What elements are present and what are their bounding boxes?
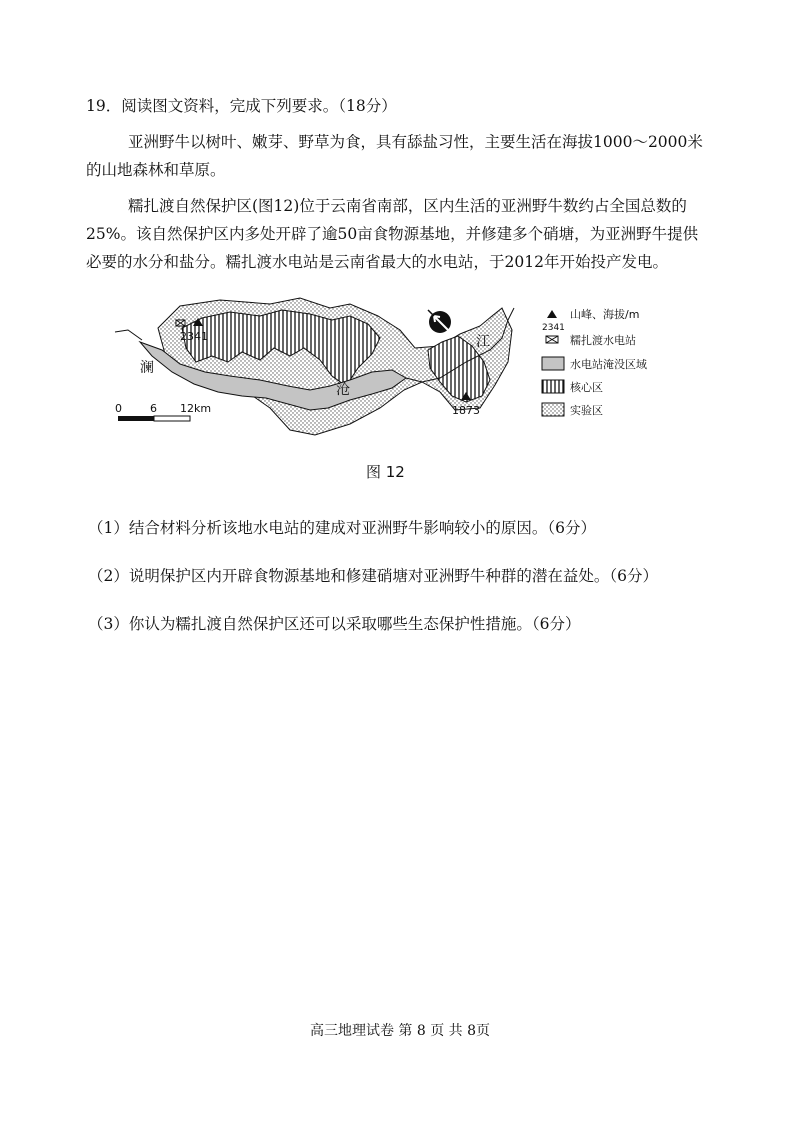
paragraph-2-line-1: 糯扎渡自然保护区(图12)位于云南省南部，区内生活的亚洲野牛数约占全国总数的 bbox=[128, 197, 687, 215]
scale-bar bbox=[115, 402, 211, 421]
scale-label-end: 12km bbox=[180, 402, 212, 415]
river-label-lan: 澜 bbox=[140, 360, 154, 376]
north-arrow-icon bbox=[428, 310, 451, 333]
paragraph-2-line-3: 必要的水分和盐分。糯扎渡水电站是云南省最大的水电站，于2012年开始投产发电。 bbox=[86, 253, 668, 271]
page-footer: 高三地理试卷 第 8 页 共 8页 bbox=[309, 1023, 491, 1039]
paragraph-1-line-1: 亚洲野牛以树叶、嫩芽、野草为食，具有舔盐习性，主要生活在海拔1000～2000米 bbox=[128, 133, 703, 151]
river-label-cang: 沧 bbox=[336, 382, 350, 398]
legend-station-label: 糯扎渡水电站 bbox=[570, 334, 636, 347]
paragraph-2-line-2: 25%。该自然保护区内多处开辟了逾50亩食物源基地，并修建多个硝塘，为亚洲野牛提供 bbox=[86, 225, 699, 243]
river-label-jiang: 江 bbox=[476, 334, 490, 350]
legend-flooded-swatch bbox=[542, 357, 564, 370]
legend-peak-label: 山峰、海拔/m bbox=[570, 308, 640, 321]
peak-elevation-right: 1873 bbox=[452, 404, 480, 417]
scale-label-mid: 6 bbox=[150, 402, 157, 415]
legend bbox=[542, 307, 647, 417]
paragraph-1-line-2: 的山地森林和草原。 bbox=[86, 161, 226, 179]
figure-caption: 图 12 bbox=[366, 463, 405, 481]
subquestion-1: （1）结合材料分析该地水电站的建成对亚洲野牛影响较小的原因。（6分） bbox=[88, 519, 596, 537]
legend-core-swatch bbox=[542, 380, 564, 393]
figure-12-map bbox=[110, 290, 670, 440]
question-title: 19．阅读图文资料，完成下列要求。（18分） bbox=[86, 97, 397, 115]
hydropower-station-icon bbox=[176, 320, 185, 326]
subquestion-2: （2）说明保护区内开辟食物源基地和修建硝塘对亚洲野牛种群的潜在益处。（6分） bbox=[88, 567, 658, 585]
peak-elevation-left: 2341 bbox=[180, 330, 208, 343]
legend-core-label: 核心区 bbox=[570, 381, 603, 394]
legend-peak-sample: 2341 bbox=[542, 323, 565, 333]
scale-label-zero: 0 bbox=[115, 402, 122, 415]
legend-station-icon bbox=[546, 336, 558, 343]
legend-flooded-label: 水电站淹没区域 bbox=[570, 358, 647, 371]
legend-peak-icon bbox=[547, 310, 557, 318]
subquestion-3: （3）你认为糯扎渡自然保护区还可以采取哪些生态保护性措施。（6分） bbox=[88, 615, 581, 633]
legend-experimental-swatch bbox=[542, 403, 564, 416]
legend-experimental-label: 实验区 bbox=[570, 404, 603, 417]
